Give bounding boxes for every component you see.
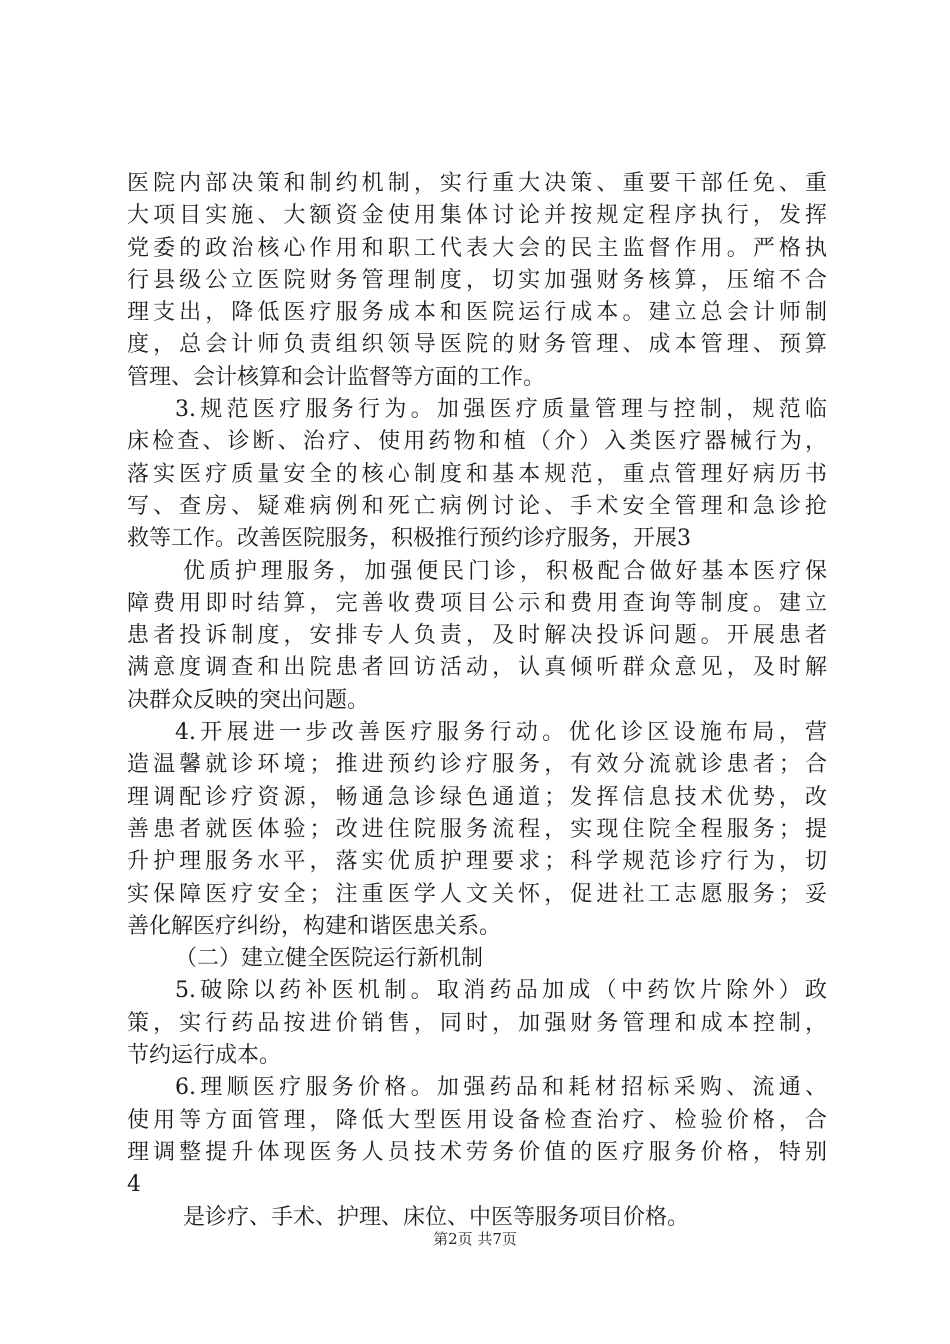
text-line: 床检查、诊断、治疗、使用药物和植（介）入类医疗器械行为， <box>127 429 827 455</box>
text-line: 满意度调查和出院患者回访活动，认真倾听群众意见，及时解 <box>127 655 827 681</box>
text-line: 行县级公立医院财务管理制度，切实加强财务核算，压缩不合 <box>127 267 827 293</box>
text-line: 度，总会计师负责组织领导医院的财务管理、成本管理、预算 <box>127 332 827 358</box>
text-line: 落实医疗质量安全的核心制度和基本规范，重点管理好病历书 <box>127 461 827 487</box>
page-footer: 第2页 共7页 <box>433 1230 517 1248</box>
text-line: 障费用即时结算，完善收费项目公示和费用查询等制度。建立 <box>127 590 827 616</box>
text-line: 写、查房、疑难病例和死亡病例讨论、手术安全管理和急诊抢 <box>127 493 827 519</box>
text-line: 3.规范医疗服务行为。加强医疗质量管理与控制，规范临 <box>175 397 827 423</box>
text-line: 患者投诉制度，安排专人负责，及时解决投诉问题。开展患者 <box>127 623 827 649</box>
text-line: 理调配诊疗资源，畅通急诊绿色通道；发挥信息技术优势，改 <box>127 784 827 810</box>
text-line: 升护理服务水平，落实优质护理要求；科学规范诊疗行为，切 <box>127 849 827 875</box>
text-line: 4.开展进一步改善医疗服务行动。优化诊区设施布局，营 <box>175 720 827 746</box>
document-body <box>127 168 827 1234</box>
text-line: 党委的政治核心作用和职工代表大会的民主监督作用。严格执 <box>127 235 827 261</box>
text-line: （二）建立健全医院运行新机制 <box>175 946 484 972</box>
text-line: 医院内部决策和制约机制，实行重大决策、重要干部任免、重 <box>127 171 827 196</box>
text-line: 5.破除以药补医机制。取消药品加成（中药饮片除外）政 <box>175 978 827 1004</box>
text-line: 使用等方面管理，降低大型医用设备检查治疗、检验价格，合 <box>127 1107 827 1133</box>
text-line: 救等工作。改善医院服务，积极推行预约诊疗服务，开展3 <box>127 526 691 552</box>
text-line: 善化解医疗纠纷，构建和谐医患关系。 <box>127 913 502 939</box>
text-line: 造温馨就诊环境；推进预约诊疗服务，有效分流就诊患者；合 <box>127 752 827 778</box>
text-line: 理支出，降低医疗服务成本和医院运行成本。建立总会计师制 <box>127 300 827 326</box>
text-line: 节约运行成本。 <box>127 1043 282 1069</box>
text-line: 是诊疗、手术、护理、床位、中医等服务项目价格。 <box>183 1204 690 1230</box>
text-line: 善患者就医体验；改进住院服务流程，实现住院全程服务；提 <box>127 816 827 842</box>
text-line: 管理、会计核算和会计监督等方面的工作。 <box>127 364 546 390</box>
text-line: 4 <box>127 1172 141 1198</box>
text-line: 理调整提升体现医务人员技术劳务价值的医疗服务价格，特别 <box>127 1139 827 1165</box>
text-line: 决群众反映的突出问题。 <box>127 687 370 713</box>
text-line: 大项目实施、大额资金使用集体讨论并按规定程序执行，发挥 <box>127 203 827 229</box>
text-line: 6.理顺医疗服务价格。加强药品和耗材招标采购、流通、 <box>175 1075 827 1101</box>
text-line: 策，实行药品按进价销售，同时，加强财务管理和成本控制， <box>127 1010 827 1036</box>
text-line: 优质护理服务，加强便民门诊，积极配合做好基本医疗保 <box>183 558 827 584</box>
text-line: 实保障医疗安全；注重医学人文关怀，促进社工志愿服务；妥 <box>127 881 827 907</box>
